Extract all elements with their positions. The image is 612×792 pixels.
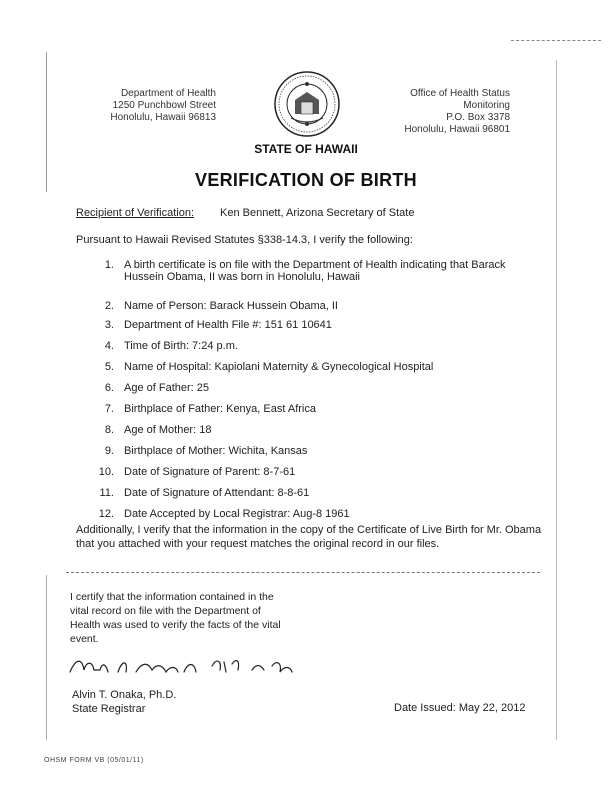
item-text: Birthplace of Mother: Wichita, Kansas bbox=[124, 445, 308, 457]
item-text: Department of Health File #: 151 61 10641 bbox=[124, 319, 332, 331]
address-line: Department of Health bbox=[120, 88, 216, 99]
registrar-title: State Registrar bbox=[72, 703, 146, 715]
state-seal-icon bbox=[273, 70, 341, 138]
address-line: P.O. Box 3378 bbox=[446, 112, 510, 123]
registrar-block bbox=[72, 688, 176, 716]
item-text: Birthplace of Father: Kenya, East Africa bbox=[124, 403, 316, 415]
item-text: Age of Father: 25 bbox=[124, 382, 209, 394]
address-line: Honolulu, Hawaii 96813 bbox=[110, 112, 216, 123]
item-number: 12. bbox=[98, 508, 114, 520]
item-text: Name of Hospital: Kapiolani Maternity & Gynecological Hospital bbox=[124, 361, 434, 373]
section-divider bbox=[66, 572, 540, 573]
certification-statement: I certify that the information contained in the vital record on file with the Department of Health was used to verify the facts of the vital event. bbox=[70, 591, 281, 645]
address-line: Honolulu, Hawaii 96801 bbox=[404, 124, 510, 135]
item-number: 10. bbox=[98, 466, 114, 478]
list-item bbox=[76, 487, 546, 508]
scan-artifact-edge bbox=[46, 575, 47, 740]
state-name: STATE OF HAWAII bbox=[254, 142, 358, 156]
document-title: VERIFICATION OF BIRTH bbox=[195, 170, 417, 190]
address-line: Office of Health Status Monitoring bbox=[410, 88, 510, 111]
list-item bbox=[76, 319, 546, 340]
item-number: 8. bbox=[104, 424, 114, 436]
item-number: 7. bbox=[104, 403, 114, 415]
item-text: Date of Signature of Parent: 8-7-61 bbox=[124, 466, 296, 478]
item-text: Age of Mother: 18 bbox=[124, 424, 212, 436]
item-number: 2. bbox=[104, 300, 114, 312]
list-item bbox=[76, 340, 546, 361]
list-item bbox=[76, 424, 546, 445]
item-number: 11. bbox=[99, 487, 114, 499]
list-item bbox=[76, 361, 546, 382]
date-issued: Date Issued: May 22, 2012 bbox=[394, 702, 526, 714]
item-number: 4. bbox=[104, 340, 114, 352]
registrar-name: Alvin T. Onaka, Ph.D. bbox=[72, 689, 177, 701]
scan-artifact-line bbox=[511, 40, 601, 41]
address-line: 1250 Punchbowl Street bbox=[112, 100, 216, 111]
item-text: Date of Signature of Attendant: 8-8-61 bbox=[124, 487, 310, 499]
item-number: 5. bbox=[104, 361, 114, 373]
item-number: 3. bbox=[104, 319, 114, 331]
office-address bbox=[378, 88, 510, 136]
item-number: 1. bbox=[104, 259, 114, 271]
verification-list bbox=[76, 259, 546, 529]
list-item bbox=[76, 382, 546, 403]
scan-artifact-edge bbox=[556, 60, 557, 740]
list-item bbox=[76, 466, 546, 487]
list-item bbox=[76, 300, 546, 319]
list-item bbox=[76, 445, 546, 466]
list-item bbox=[76, 259, 546, 300]
registrar-signature bbox=[66, 652, 316, 680]
department-address bbox=[100, 88, 216, 124]
item-text: Time of Birth: 7:24 p.m. bbox=[124, 340, 238, 352]
list-item bbox=[76, 403, 546, 424]
form-footer: OHSM FORM VB (05/01/11) bbox=[44, 757, 144, 764]
recipient-value: Ken Bennett, Arizona Secretary of State bbox=[220, 207, 415, 219]
item-text: Date Accepted by Local Registrar: Aug-8 1961 bbox=[124, 508, 350, 520]
additional-verification: Additionally, I verify that the information in the copy of the Certificate of Live Birth for Mr. Obama that you attached with your request matches the original record in our files. bbox=[76, 524, 542, 550]
item-number: 6. bbox=[104, 382, 114, 394]
recipient-label: Recipient of Verification: bbox=[76, 207, 195, 219]
item-text: A birth certificate is on file with the Department of Health indicating that Barack Hussein Obama, II was born in Honolulu, Hawaii bbox=[124, 259, 506, 283]
item-number: 9. bbox=[104, 445, 114, 457]
item-text: Name of Person: Barack Hussein Obama, II bbox=[124, 300, 338, 312]
pursuant-statement: Pursuant to Hawaii Revised Statutes §338-14.3, I verify the following: bbox=[76, 234, 413, 246]
